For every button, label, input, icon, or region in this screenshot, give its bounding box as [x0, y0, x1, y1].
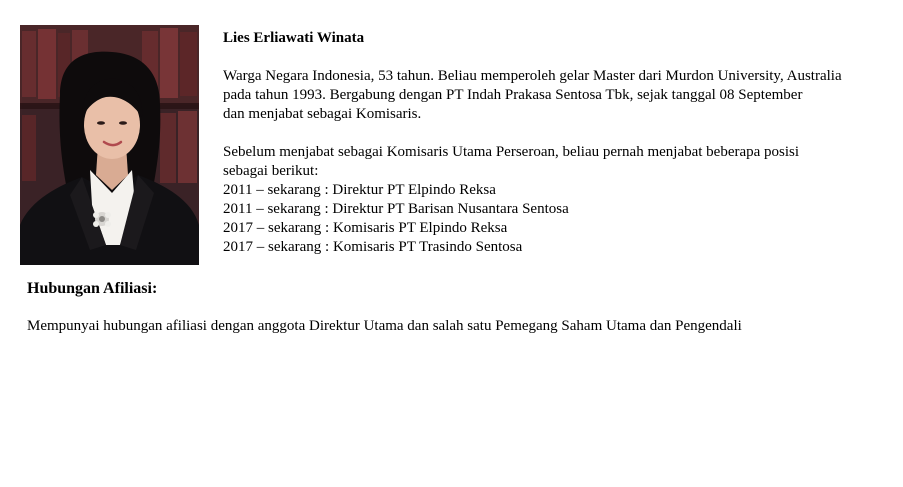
position-item: 2011 – sekarang : Direktur PT Elpindo Reksa [223, 182, 496, 198]
intro-line: Warga Negara Indonesia, 53 tahun. Beliau memperoleh gelar Master dari Murdon University, Australia [223, 68, 842, 84]
profile-bio [223, 29, 893, 257]
position-item: 2017 – sekarang : Komisaris PT Trasindo Sentosa [223, 239, 523, 255]
intro-line: dan menjabat sebagai Komisaris. [223, 106, 422, 122]
position-item: 2011 – sekarang : Direktur PT Barisan Nusantara Sentosa [223, 201, 569, 217]
history-intro-line: Sebelum menjabat sebagai Komisaris Utama Perseroan, beliau pernah menjabat beberapa posisi [223, 144, 800, 160]
affiliation-text: Mempunyai hubungan afiliasi dengan anggota Direktur Utama dan salah satu Pemegang Saham Utama dan Pengendali [27, 318, 742, 334]
intro-line: pada tahun 1993. Bergabung dengan PT Indah Prakasa Sentosa Tbk, sejak tanggal 08 September [223, 87, 803, 103]
history-intro-line: sebagai berikut: [223, 163, 319, 179]
profile-history [223, 143, 893, 257]
profile-name: Lies Erliawati Winata [223, 30, 365, 46]
profile-photo [20, 25, 199, 265]
portrait-photo-icon [20, 25, 199, 265]
position-item: 2017 – sekarang : Komisaris PT Elpindo Reksa [223, 220, 508, 236]
affiliation-title: Hubungan Afiliasi: [27, 280, 158, 297]
affiliation-section [27, 279, 887, 336]
profile-intro [223, 67, 893, 124]
